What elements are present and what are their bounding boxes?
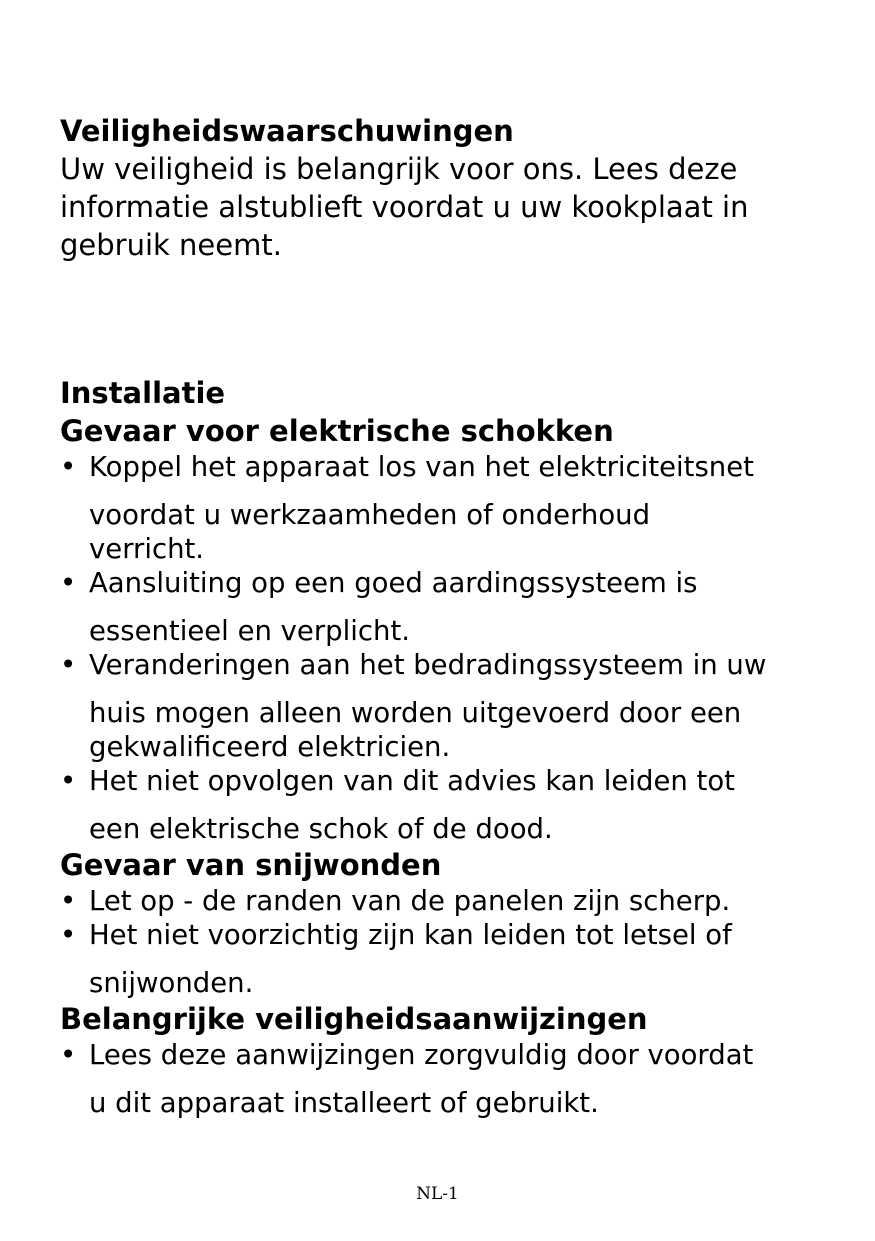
- list-item-line: Let op - de randen van de panelen zijn scherp.: [89, 885, 731, 917]
- list-item-line: voordat u werkzaamheden of onderhoud: [89, 499, 651, 531]
- bullet-icon: •: [60, 765, 77, 797]
- list-item: [60, 764, 820, 846]
- list-item: [60, 450, 820, 566]
- cuts-heading: Gevaar van snijwonden: [60, 848, 442, 882]
- bullet-icon: •: [60, 567, 77, 599]
- important-instructions-heading: Belangrijke veiligheidsaanwijzingen: [60, 1002, 648, 1036]
- list-item: [60, 566, 820, 648]
- list-item-line: Het niet opvolgen van dit advies kan leiden tot: [89, 765, 735, 797]
- list-item-line: huis mogen alleen worden uitgevoerd door een: [89, 697, 742, 729]
- list-item-line: een elektrische schok of de dood.: [89, 813, 553, 845]
- intro-line: informatie alstublieft voordat u uw kookplaat in: [60, 190, 749, 224]
- bullet-icon: •: [60, 1039, 77, 1071]
- cuts-list: [60, 884, 820, 1000]
- list-item: [60, 1038, 820, 1120]
- list-item-line: gekwalificeerd elektricien.: [89, 731, 451, 763]
- list-item: [60, 918, 820, 1000]
- intro-line: Uw veiligheid is belangrijk voor ons. Lees deze: [60, 152, 738, 186]
- list-item-line: u dit apparaat installeert of gebruikt.: [89, 1087, 599, 1119]
- list-item-line: Veranderingen aan het bedradingssysteem in uw: [89, 649, 767, 681]
- list-item-line: snijwonden.: [89, 967, 254, 999]
- list-item-line: Koppel het apparaat los van het elektriciteitsnet: [89, 451, 754, 483]
- list-item: [60, 648, 820, 764]
- intro-paragraph: [60, 150, 820, 264]
- page-number: NL-1: [416, 1184, 459, 1204]
- list-item-line: Het niet voorzichtig zijn kan leiden tot letsel of: [89, 919, 732, 951]
- list-item-line: verricht.: [89, 533, 205, 565]
- bullet-icon: •: [60, 885, 77, 917]
- bullet-icon: •: [60, 649, 77, 681]
- installation-title: Installatie: [60, 376, 226, 410]
- bullet-icon: •: [60, 919, 77, 951]
- intro-line: gebruik neemt.: [60, 228, 282, 262]
- list-item-line: Lees deze aanwijzingen zorgvuldig door voordat: [89, 1039, 754, 1071]
- document-page: [60, 112, 820, 1120]
- list-item-line: essentieel en verplicht.: [89, 615, 410, 647]
- important-instructions-list: [60, 1038, 820, 1120]
- list-item-line: Aansluiting op een goed aardingssysteem is: [89, 567, 698, 599]
- safety-warnings-title: Veiligheidswaarschuwingen: [60, 114, 514, 148]
- bullet-icon: •: [60, 451, 77, 483]
- list-item: [60, 884, 820, 918]
- electric-shock-heading: Gevaar voor elektrische schokken: [60, 414, 614, 448]
- section-gap: [60, 264, 820, 374]
- electric-shock-list: [60, 450, 820, 846]
